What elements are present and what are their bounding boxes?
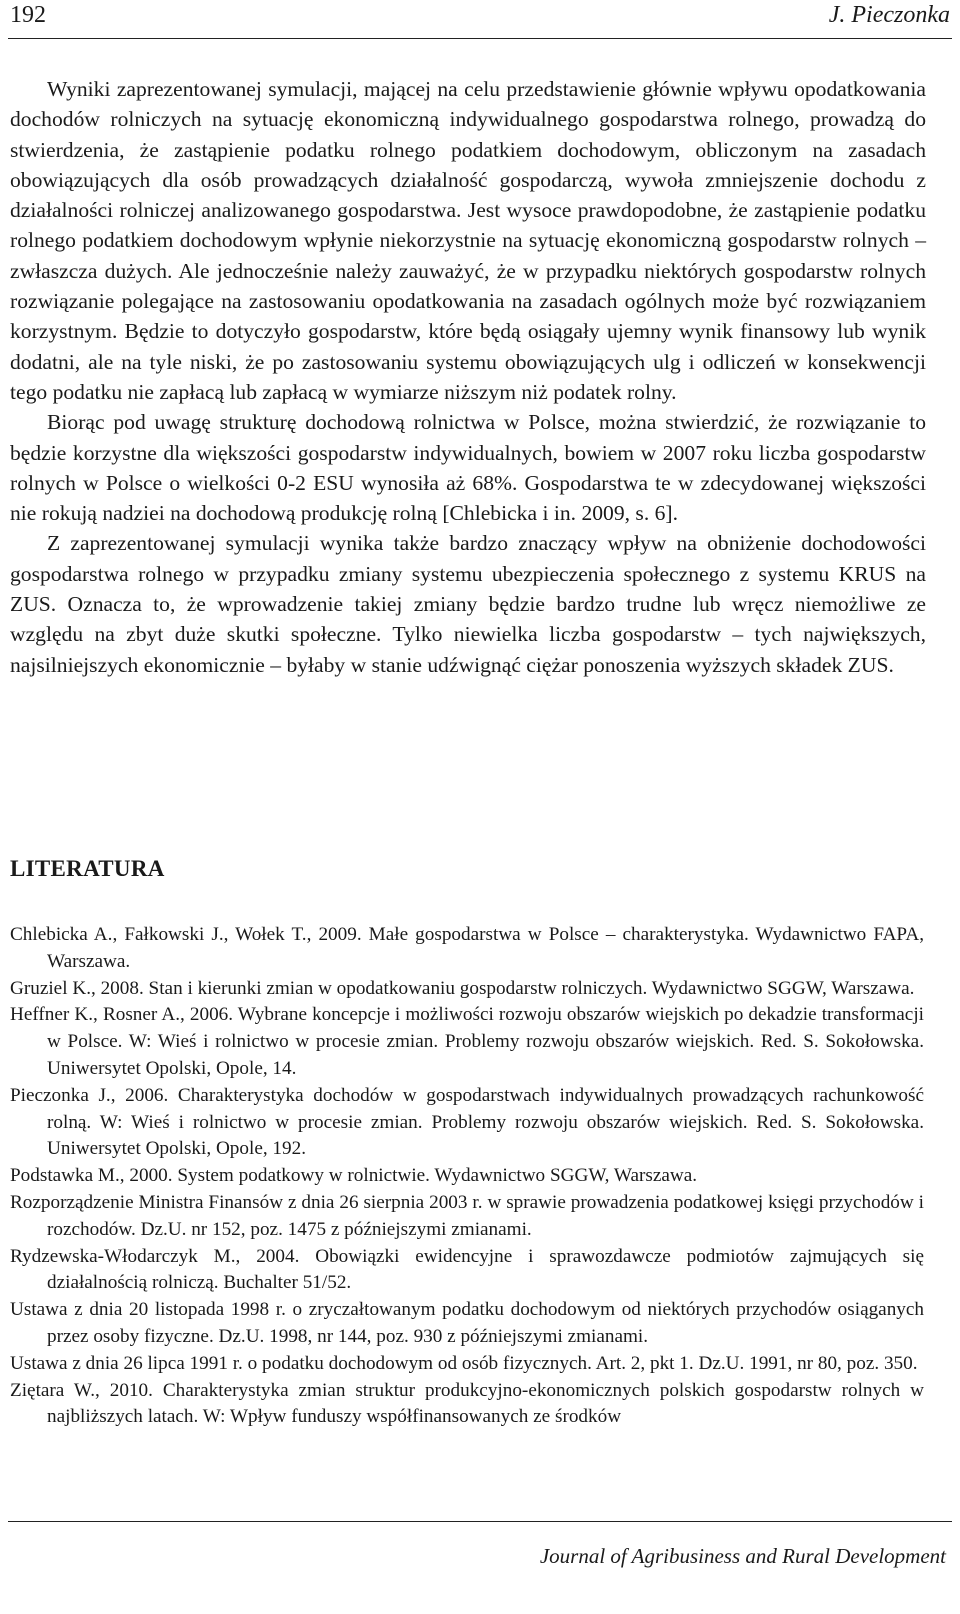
section-heading-literature: LITERATURA <box>10 856 165 881</box>
page-number: 192 <box>10 2 46 28</box>
reference-item: Rydzewska-Włodarczyk M., 2004. Obowiązki ewidencyjne i sprawozdawcze podmiotów zajmujących się działalnością rolniczą. Buchalter 51/52. <box>10 1245 924 1294</box>
reference-item: Ziętara W., 2010. Charakterystyka zmian struktur produkcyjno-ekonomicznych polskich gospodarstw rolnych w najbliższych latach. W: Wpływ funduszy współfinansowanych ze środków <box>10 1379 924 1428</box>
reference-item: Chlebicka A., Fałkowski J., Wołek T., 2009. Małe gospodarstwa w Polsce – charakterystyka. Wydawnictwo FAPA, Warszawa. <box>10 924 924 972</box>
reference-item: Gruziel K., 2008. Stan i kierunki zmian w opodatkowaniu gospodarstw rolniczych. Wydawnictwo SGGW, Warszawa. <box>10 977 915 999</box>
paragraph: Biorąc pod uwagę strukturę dochodową rolnictwa w Polsce, można stwierdzić, że rozwiązanie to będzie korzystne dla większości gospodarstw indywidualnych, bowiem w 2007 roku liczba gospodarstw rolnych w Polsce o wielkości 0-2 ESU wynosiła aż 68%. Gospodarstwa te w zdecydowanej większości nie rokują nadziei na dochodową produkcję rolną [Chlebicka i in. 2009, s. 6]. <box>10 410 926 526</box>
paragraph: Wyniki zaprezentowanej symulacji, mającej na celu przedstawienie głównie wpływu opodatkowania dochodów rolniczych na sytuację ekonomiczną indywidualnego gospodarstwa rolnego, prowadzą do stwierdzenia, że zastąpienie podatku rolnego podatkiem dochodowym, obliczonym na zasadach obowiązujących dla osób prowadzących działalność gospodarczą, wywoła zmniejszenie dochodu z działalności rolniczej analizowanego gospodarstwa. Jest wysoce prawdopodobne, że zastąpienie podatku rolnego podatkiem dochodowym wpłynie niekorzystnie na sytuację ekonomiczną gospodarstw rolnych – zwłaszcza dużych. Ale jednocześnie należy zauważyć, że w przypadku niektórych gospodarstw rolnych rozwiązanie polegające na zastosowaniu opodatkowania na zasadach ogólnych może być rozwiązaniem korzystnym. Będzie to dotyczyło gospodarstw, które będą osiągały ujemny wynik finansowy lub wynik dodatni, ale na tyle niski, że po zastosowaniu systemu obowiązujących ulg i odliczeń w konsekwencji tego podatku nie zapłacą lub zapłacą w wymiarze niższym niż podatek rolny. <box>10 77 926 404</box>
running-head-author: J. Pieczonka <box>828 2 950 28</box>
journal-name: Journal of Agribusiness and Rural Development <box>539 1544 946 1568</box>
reference-list <box>10 922 924 1431</box>
footer-divider <box>8 1521 952 1522</box>
body-text <box>10 74 926 680</box>
reference-item: Ustawa z dnia 20 listopada 1998 r. o zryczałtowanym podatku dochodowym od niektórych przychodów osiąganych przez osoby fizyczne. Dz.U. 1998, nr 144, poz. 930 z późniejszymi zmianami. <box>10 1299 924 1347</box>
reference-item: Ustawa z dnia 26 lipca 1991 r. o podatku dochodowym od osób fizycznych. Art. 2, pkt 1. Dz.U. 1991, nr 80, poz. 350. <box>10 1352 918 1374</box>
page-header <box>8 0 952 39</box>
reference-item: Rozporządzenie Ministra Finansów z dnia 26 sierpnia 2003 r. w sprawie prowadzenia podatkowej księgi przychodów i rozchodów. Dz.U. nr 152, poz. 1475 z późniejszymi zmianami. <box>10 1191 924 1240</box>
reference-item: Heffner K., Rosner A., 2006. Wybrane koncepcje i możliwości rozwoju obszarów wiejskich po dekadzie transformacji w Polsce. W: Wieś i rolnictwo w procesie zmian. Problemy rozwoju obszarów wiejskich. Red. S. Sokołowska. Uniwersytet Opolski, Opole, 14. <box>10 1004 924 1079</box>
reference-item: Podstawka M., 2000. System podatkowy w rolnictwie. Wydawnictwo SGGW, Warszawa. <box>10 1165 698 1187</box>
reference-item: Pieczonka J., 2006. Charakterystyka dochodów w gospodarstwach indywidualnych prowadzących rachunkowość rolną. W: Wieś i rolnictwo w procesie zmian. Problemy rozwoju obszarów wiejskich. Red. S. Sokołowska. Uniwersytet Opolski, Opole, 192. <box>10 1084 924 1160</box>
paragraph: Z zaprezentowanej symulacji wynika także bardzo znaczący wpływ na obniżenie dochodowości gospodarstwa rolnego w przypadku zmiany systemu ubezpieczenia społecznego z systemu KRUS na ZUS. Oznacza to, że wprowadzenie takiej zmiany będzie bardzo trudne lub wręcz niemożliwe ze względu na zbyt duże skutki społeczne. Tylko niewielka liczba gospodarstw – tych największych, najsilniejszych ekonomicznie – byłaby w stanie udźwignąć ciężar ponoszenia wyższych składek ZUS. <box>10 531 926 677</box>
